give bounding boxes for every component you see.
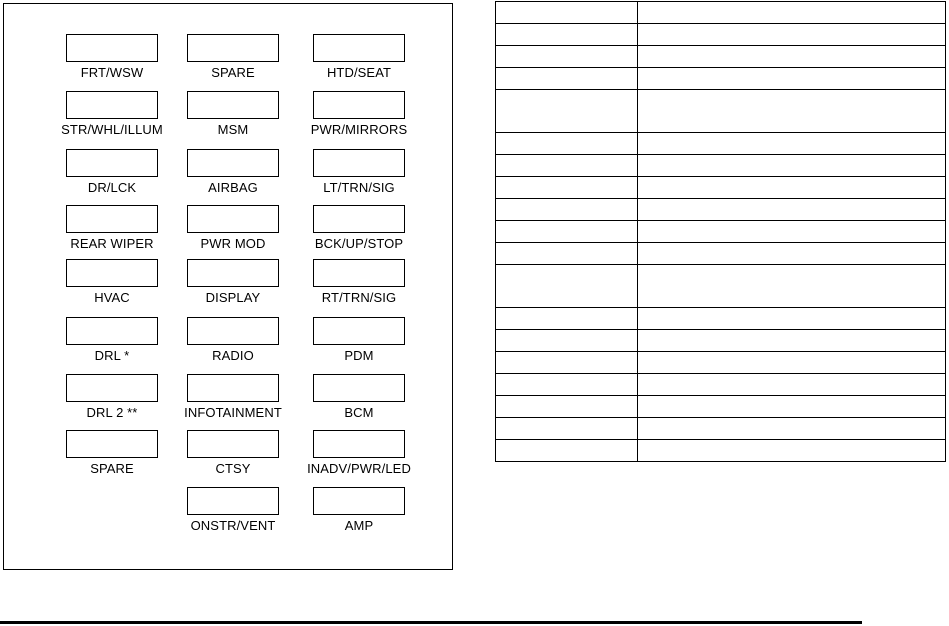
fuse-box bbox=[66, 374, 158, 402]
fuse-box bbox=[187, 149, 279, 177]
fuse-box bbox=[66, 91, 158, 119]
table-row bbox=[496, 396, 946, 418]
fuse-label: DR/LCK bbox=[87, 180, 137, 195]
fuse-usage-cell bbox=[638, 199, 946, 221]
fuse-box bbox=[313, 374, 405, 402]
table-row bbox=[496, 68, 946, 90]
fuse-name-cell bbox=[496, 24, 638, 46]
fuse-box bbox=[66, 149, 158, 177]
fuse-label: INFOTAINMENT bbox=[184, 405, 282, 420]
fuse-label: AIRBAG bbox=[208, 180, 258, 195]
fuse-label: HTD/SEAT bbox=[326, 65, 392, 80]
fuse-label: BCK/UP/STOP bbox=[314, 236, 404, 251]
fuse-slot bbox=[294, 374, 424, 420]
fuse-name-cell bbox=[496, 68, 638, 90]
fuse-label: PWR/MIRRORS bbox=[310, 122, 408, 137]
fuse-box bbox=[187, 205, 279, 233]
fuse-usage-cell bbox=[638, 418, 946, 440]
fuse-label: DRL 2 ** bbox=[86, 405, 138, 420]
fuse-label: LT/TRN/SIG bbox=[323, 180, 395, 195]
fuse-box bbox=[187, 487, 279, 515]
fuse-label: CTSY bbox=[215, 461, 251, 476]
table-row bbox=[496, 418, 946, 440]
fuse-slot bbox=[168, 91, 298, 137]
table-row bbox=[496, 243, 946, 265]
fuse-label: RADIO bbox=[212, 348, 254, 363]
page-divider bbox=[0, 621, 862, 624]
fuse-label: DISPLAY bbox=[205, 290, 261, 305]
fuse-box bbox=[187, 430, 279, 458]
fuse-label: PDM bbox=[344, 348, 374, 363]
fuse-slot bbox=[47, 430, 177, 476]
fuse-label: ONSTR/VENT bbox=[190, 518, 276, 533]
fuse-label: FRT/WSW bbox=[80, 65, 144, 80]
fuse-slot bbox=[47, 34, 177, 80]
fuse-slot bbox=[168, 34, 298, 80]
fuse-box bbox=[187, 259, 279, 287]
fuse-label: SPARE bbox=[211, 65, 255, 80]
fuse-name-cell bbox=[496, 90, 638, 133]
fuse-slot bbox=[47, 317, 177, 363]
fuse-usage-cell bbox=[638, 440, 946, 462]
fuse-usage-cell bbox=[638, 308, 946, 330]
fuse-usage-cell bbox=[638, 68, 946, 90]
fuse-usage-cell bbox=[638, 155, 946, 177]
fuse-name-cell bbox=[496, 177, 638, 199]
fuse-box bbox=[66, 34, 158, 62]
fuse-slot bbox=[168, 149, 298, 195]
fuse-box bbox=[187, 317, 279, 345]
fuse-box bbox=[313, 91, 405, 119]
fuse-usage-table bbox=[495, 1, 946, 462]
fuse-slot bbox=[168, 487, 298, 533]
fuse-usage-cell bbox=[638, 265, 946, 308]
fuse-slot bbox=[168, 205, 298, 251]
fuse-slot bbox=[168, 374, 298, 420]
table-row bbox=[496, 352, 946, 374]
fuse-slot bbox=[168, 259, 298, 305]
table-row bbox=[496, 24, 946, 46]
table-row bbox=[496, 90, 946, 133]
fuse-usage-cell bbox=[638, 90, 946, 133]
fuse-name-cell bbox=[496, 265, 638, 308]
fuse-box bbox=[66, 205, 158, 233]
table-row bbox=[496, 155, 946, 177]
table-row bbox=[496, 440, 946, 462]
fuse-slot bbox=[47, 149, 177, 195]
fuse-usage-cell bbox=[638, 46, 946, 68]
fuse-name-cell bbox=[496, 221, 638, 243]
fuse-slot bbox=[47, 205, 177, 251]
table-row bbox=[496, 374, 946, 396]
table-row bbox=[496, 308, 946, 330]
table-row bbox=[496, 199, 946, 221]
fuse-slot bbox=[294, 259, 424, 305]
fuse-name-cell bbox=[496, 374, 638, 396]
fuse-slot bbox=[294, 430, 424, 476]
table-row bbox=[496, 133, 946, 155]
fuse-label: STR/WHL/ILLUM bbox=[61, 122, 163, 137]
fuse-name-cell bbox=[496, 155, 638, 177]
fuse-slot bbox=[294, 317, 424, 363]
fuse-label: SPARE bbox=[90, 461, 134, 476]
fuse-slot bbox=[294, 205, 424, 251]
table-row bbox=[496, 2, 946, 24]
fuse-box bbox=[187, 34, 279, 62]
fuse-usage-cell bbox=[638, 24, 946, 46]
fuse-slot bbox=[47, 91, 177, 137]
table-row bbox=[496, 265, 946, 308]
fuse-name-cell bbox=[496, 199, 638, 221]
fuse-label: HVAC bbox=[94, 290, 130, 305]
fuse-slot bbox=[294, 91, 424, 137]
fuse-label: MSM bbox=[217, 122, 249, 137]
fuse-name-cell bbox=[496, 2, 638, 24]
table-row bbox=[496, 330, 946, 352]
table-row bbox=[496, 46, 946, 68]
fuse-usage-cell bbox=[638, 243, 946, 265]
fuse-name-cell bbox=[496, 308, 638, 330]
fuse-slot bbox=[294, 149, 424, 195]
fuse-label: PWR MOD bbox=[200, 236, 266, 251]
fuse-slot bbox=[294, 487, 424, 533]
fuse-box bbox=[187, 374, 279, 402]
fuse-slot bbox=[168, 317, 298, 363]
fuse-slot bbox=[47, 259, 177, 305]
fuse-name-cell bbox=[496, 133, 638, 155]
fuse-name-cell bbox=[496, 46, 638, 68]
fuse-name-cell bbox=[496, 396, 638, 418]
fuse-usage-cell bbox=[638, 177, 946, 199]
fuse-box bbox=[187, 91, 279, 119]
fuse-usage-cell bbox=[638, 133, 946, 155]
fuse-label: DRL * bbox=[94, 348, 130, 363]
fuse-box bbox=[66, 430, 158, 458]
fuse-panel-diagram bbox=[3, 3, 453, 570]
fuse-box bbox=[313, 259, 405, 287]
fuse-box bbox=[66, 317, 158, 345]
fuse-name-cell bbox=[496, 440, 638, 462]
fuse-label: REAR WIPER bbox=[70, 236, 154, 251]
fuse-usage-cell bbox=[638, 352, 946, 374]
fuse-label: AMP bbox=[344, 518, 374, 533]
fuse-label: INADV/PWR/LED bbox=[307, 461, 411, 476]
fuse-name-cell bbox=[496, 352, 638, 374]
fuse-slot bbox=[47, 374, 177, 420]
fuse-slot bbox=[168, 430, 298, 476]
fuse-box bbox=[313, 149, 405, 177]
fuse-name-cell bbox=[496, 418, 638, 440]
fuse-usage-cell bbox=[638, 330, 946, 352]
fuse-name-cell bbox=[496, 243, 638, 265]
fuse-name-cell bbox=[496, 330, 638, 352]
fuse-box bbox=[313, 34, 405, 62]
fuse-label: RT/TRN/SIG bbox=[321, 290, 397, 305]
fuse-box bbox=[313, 487, 405, 515]
fuse-label: BCM bbox=[344, 405, 374, 420]
fuse-box bbox=[66, 259, 158, 287]
fuse-usage-cell bbox=[638, 221, 946, 243]
fuse-usage-cell bbox=[638, 374, 946, 396]
fuse-box bbox=[313, 430, 405, 458]
fuse-slot bbox=[294, 34, 424, 80]
fuse-box bbox=[313, 317, 405, 345]
fuse-usage-cell bbox=[638, 2, 946, 24]
table-row bbox=[496, 221, 946, 243]
fuse-box bbox=[313, 205, 405, 233]
fuse-usage-cell bbox=[638, 396, 946, 418]
table-row bbox=[496, 177, 946, 199]
